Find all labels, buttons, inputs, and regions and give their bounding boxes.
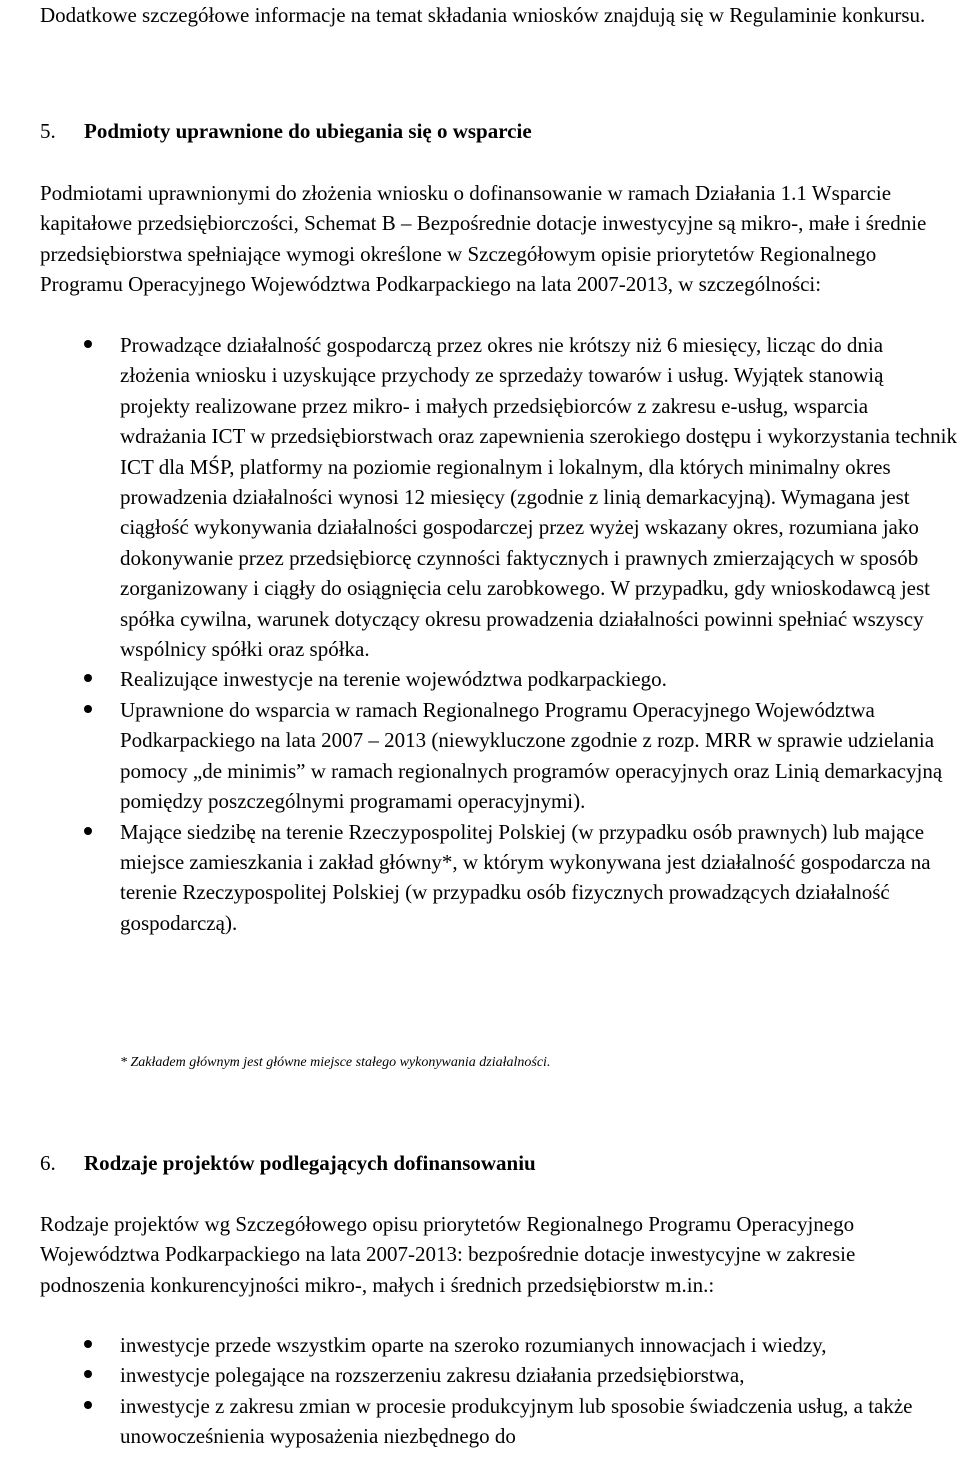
list-item [0, 695, 958, 817]
intro-paragraph: Dodatkowe szczegółowe informacje na temat składania wniosków znajdują się w Regulaminie konkursu. [40, 3, 926, 27]
bullet-icon [84, 340, 92, 348]
list-item [0, 1391, 958, 1452]
bullet-icon [84, 1340, 92, 1348]
section-5-number: 5. [40, 119, 56, 143]
footnote: * Zakładem głównym jest główne miejsce stałego wykonywania działalności. [120, 1055, 551, 1070]
section-6-bullet-list [0, 1330, 958, 1452]
section-6-paragraph: Rodzaje projektów wg Szczegółowego opisu priorytetów Regionalnego Programu Operacyjnego Województwa Podkarpackiego na lata 2007-2013: bezpośrednie dotacje inwestycyjne w zakresie podnoszenia konkurencyjności mikro-, małych i średnich przedsiębiorstw m.in.: [40, 1212, 856, 1297]
bullet-icon [84, 827, 92, 835]
list-item [0, 664, 958, 694]
list-item-text: inwestycje z zakresu zmian w procesie produkcyjnym lub sposobie świadczenia usług, a także unowocześnienia wyposażenia niezbędnego do [120, 1393, 913, 1449]
bullet-icon [84, 1370, 92, 1378]
list-item-text: inwestycje polegające na rozszerzeniu zakresu działania przedsiębiorstwa, [120, 1363, 745, 1388]
section-6-title: Rodzaje projektów podlegających dofinansowaniu [84, 1151, 536, 1175]
section-5-paragraph: Podmiotami uprawnionymi do złożenia wniosku o dofinansowanie w ramach Działania 1.1 Wsparcie kapitałowe przedsiębiorczości, Schemat B – Bezpośrednie dotacje inwestycyjne są mikro-, małe i średnie przedsiębiorstwa spełniające wymogi określone w Szczegółowym opisie priorytetów Regionalnego Programu Operacyjnego Województwa Podkarpackiego na lata 2007-2013, w szczególności: [40, 181, 927, 297]
list-item-text: Prowadzące działalność gospodarczą przez okres nie krótszy niż 6 miesięcy, licząc do dnia złożenia wniosku i uzyskujące przychody ze sprzedaży towarów i usług. Wyjątek stanowią projekty realizowane przez mikro- i małych przedsiębiorców z zakresu e-usług, wsparcia wdrażania ICT w przedsiębiorstwach oraz zapewnienia szerokiego dostępu i wykorzystania technik ICT dla MŚP, platformy na poziomie regionalnym i lokalnym, dla których minimalny okres prowadzenia działalności wynosi 12 miesięcy (zgodnie z linią demarkacyjną). Wymagana jest ciągłość wykonywania działalności gospodarczej przez wyżej wskazany okres, rozumiana jako dokonywanie przez przedsiębiorcę czynności faktycznych i prawnych zmierzających w sposób zorganizowany i ciągły do osiągnięcia celu zarobkowego. W przypadku, gdy wnioskodawcą jest spółka cywilna, warunek dotyczący okresu prowadzenia działalności powinni spełniać wszyscy wspólnicy spółki oraz spółka. [120, 333, 957, 662]
section-5-bullet-list [0, 330, 958, 938]
section-6-heading [40, 1148, 940, 1178]
section-6-number: 6. [40, 1151, 56, 1175]
section-5-title: Podmioty uprawnione do ubiegania się o wsparcie [84, 119, 532, 143]
bullet-icon [84, 674, 92, 682]
list-item [0, 1360, 958, 1390]
list-item [0, 817, 958, 939]
bullet-icon [84, 705, 92, 713]
list-item-text: Realizujące inwestycje na terenie województwa podkarpackiego. [120, 667, 667, 692]
list-item [0, 330, 958, 664]
bullet-icon [84, 1401, 92, 1409]
section-5-heading [40, 116, 940, 146]
list-item-text: Mające siedzibę na terenie Rzeczypospolitej Polskiej (w przypadku osób prawnych) lub mające miejsce zamieszkania i zakład główny*, w którym wykonywana jest działalność gospodarcza na terenie Rzeczypospolitej Polskiej (w przypadku osób fizycznych prowadzących działalność gospodarczą). [120, 819, 931, 935]
list-item-text: inwestycje przede wszystkim oparte na szeroko rozumianych innowacjach i wiedzy, [120, 1333, 827, 1357]
list-item [0, 1330, 958, 1360]
list-item-text: Uprawnione do wsparcia w ramach Regionalnego Programu Operacyjnego Województwa Podkarpackiego na lata 2007 – 2013 (niewykluczone zgodnie z rozp. MRR w sprawie udzielania pomocy „de minimis” w ramach regionalnych programów operacyjnych oraz Linią demarkacyjną pomiędzy poszczególnymi programami operacyjnymi). [120, 697, 943, 814]
